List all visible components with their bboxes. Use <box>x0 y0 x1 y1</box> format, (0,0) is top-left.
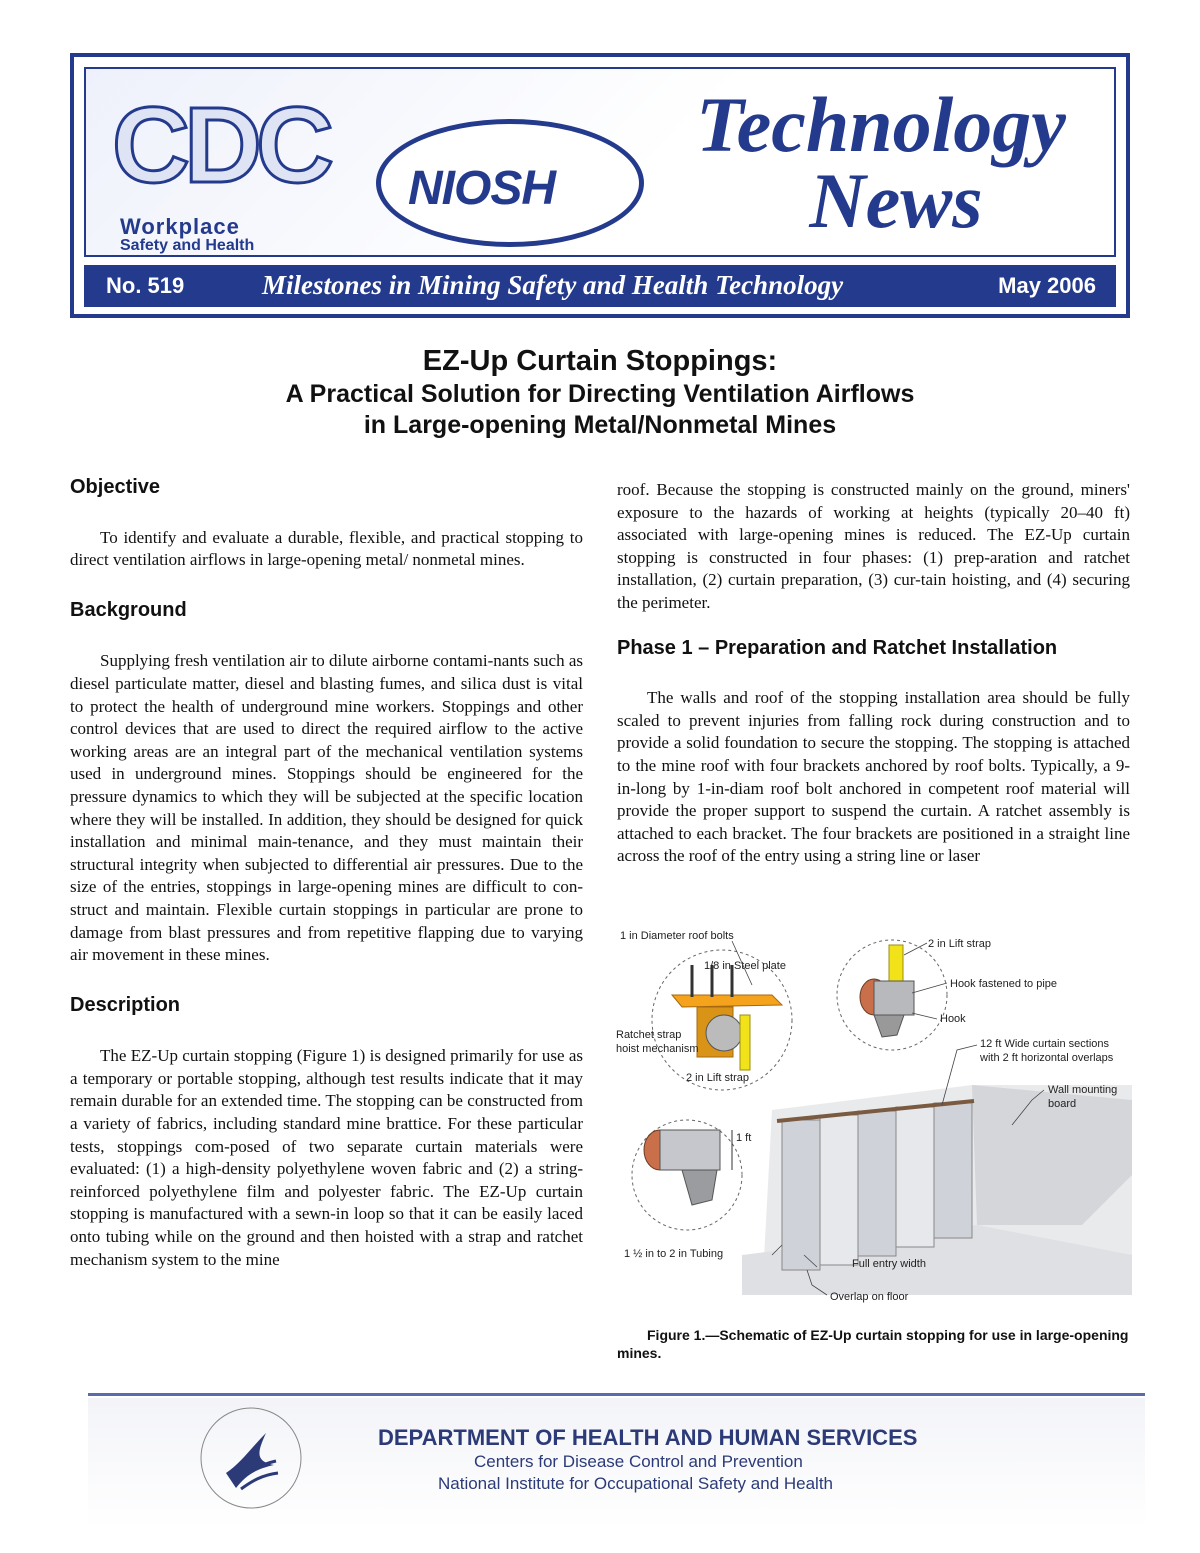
niosh-logo: NIOSH <box>408 162 556 215</box>
article-subtitle-line1: A Practical Solution for Directing Ventilation Airflows <box>285 380 915 408</box>
workplace-line1: Workplace <box>120 214 240 239</box>
description-continued-paragraph: roof. Because the stopping is constructed mainly on the ground, miners' exposure to the hazards of working at heights (typically 20–40 ft) associated with large-opening mines is reduced. The EZ-Up curtain stopping is constructed in four phases: (1) prep-aration and ratchet installation, (2) curtain preparation, (3) cur-tain hoisting, and (4) securing the perimeter. <box>617 480 1130 612</box>
cdc-name: Centers for Disease Control and Prevention <box>474 1452 803 1471</box>
description-paragraph: The EZ-Up curtain stopping (Figure 1) is designed primarily for use as a temporary or portable stopping, although test results indicate that it may remain durable for an extended time. The stopping can be constructed from a variety of fabrics, including standard mine brattice. For these particular tests, stoppings com-posed of two separate curtain materials were evaluated: (1) a high-density polyethylene woven fabric and (2) a string-reinforced polyethylene film and polyester fabric. The EZ-Up curtain stopping is manufactured with a sewn-in loop so that it can be easily laced onto tubing while on the ground and then hoisted with a strap and ratchet mechanism system to the mine <box>70 1046 583 1269</box>
issue-banner <box>84 265 1116 307</box>
issue-date: May 2006 <box>998 273 1096 298</box>
tagline: Milestones in Mining Safety and Health Technology <box>262 270 844 300</box>
figure-1-schematic <box>612 925 1132 1310</box>
label-curtain-line2: with 2 ft horizontal overlaps <box>980 1052 1114 1064</box>
label-lift-strap-right: 2 in Lift strap <box>928 938 991 950</box>
lift-strap-left <box>740 1015 750 1070</box>
label-one-ft: 1 ft <box>736 1132 752 1144</box>
article-title: EZ-Up Curtain Stoppings: <box>422 345 778 377</box>
right-column <box>617 479 1130 868</box>
steel-plate-bracket <box>672 995 782 1007</box>
label-ratchet-line1: Ratchet strap <box>616 1029 682 1041</box>
label-steel-plate: 1/8 in Steel plate <box>704 960 786 972</box>
label-overlap-floor: Overlap on floor <box>830 1291 909 1303</box>
label-curtain-line1: 12 ft Wide curtain sections <box>980 1038 1110 1050</box>
label-hook: Hook <box>940 1013 966 1025</box>
footer-divider <box>88 1393 1145 1396</box>
phase1-paragraph: The walls and roof of the stopping installation area should be fully scaled to prevent injuries from falling rock during construction and to provide a solid foundation to secure the stopping. The stopping is attached to the mine roof with four brackets anchored by roof bolts. Typically, a 9-in-long by 1-in-diam roof bolt anchored in competent roof material will provide the proper support to suspend the curtain. A ratchet assembly is attached to each bracket. The four brackets are positioned in a straight line across the roof of the entry using a string line or laser <box>617 688 1130 866</box>
ratchet-wheel <box>706 1015 742 1051</box>
hhs-eagle-seal-icon <box>196 1403 306 1513</box>
article-subtitle-line2: in Large-opening Metal/Nonmetal Mines <box>363 411 837 439</box>
label-roof-bolts: 1 in Diameter roof bolts <box>620 930 734 942</box>
label-wall-line2: board <box>1048 1098 1077 1110</box>
figure-caption: Figure 1.—Schematic of EZ-Up curtain stopping for use in large-opening mines. <box>617 1327 1129 1361</box>
phase1-heading: Phase 1 – Preparation and Ratchet Installation <box>617 636 1058 659</box>
publication-title-line2: News <box>809 157 983 245</box>
label-wall-line1: Wall mounting <box>1048 1084 1118 1096</box>
background-heading: Background <box>70 598 187 621</box>
curtain-stopping-diagram <box>612 925 1132 1310</box>
masthead <box>70 53 1130 318</box>
objective-paragraph: To identify and evaluate a durable, flexible, and practical stopping to direct ventilation airflows in large-opening metal/ nonmetal mines. <box>70 527 583 570</box>
publication-title-line1: Technology <box>696 81 1066 168</box>
description-heading: Description <box>70 993 181 1016</box>
publication-title <box>661 81 1101 245</box>
label-hook-fastened: Hook fastened to pipe <box>950 978 1058 990</box>
article-title-block <box>100 343 1100 441</box>
label-lift-strap-left: 2 in Lift strap <box>686 1072 749 1084</box>
label-ratchet-line2: hoist mechanism <box>616 1043 699 1055</box>
workplace-safety-text <box>120 215 254 255</box>
masthead-logo-panel <box>84 67 1116 257</box>
objective-heading: Objective <box>70 476 161 498</box>
cdc-logo: CDC <box>112 84 328 205</box>
background-paragraph: Supplying fresh ventilation air to dilute airborne contami-nants such as diesel particulate matter, diesel and blasting fumes, and silica dust is vital to protect the health of underground mine workers. Stoppings and other control devices that are used to direct the required airflow to the active working areas are an integral part of the mechanical ventilation systems used in underground mines. Stoppings should be engineered for the pressure dynamics to which they will be subjected at the specific location where they will be installed. In addition, they should be designed for quick installation and minimal main-tenance, and they must maintain their structural integrity when subjected to differential air pressures. Due to the size of the entries, stoppings in large-opening mines are difficult to con-struct and maintain. Flexible curtain stoppings in particular are prone to damage from blast pressures and from repetitive flapping due to varying air movement in these mines. <box>70 651 583 965</box>
department-name: DEPARTMENT OF HEALTH AND HUMAN SERVICES <box>378 1425 918 1450</box>
issue-number: No. 519 <box>106 273 185 298</box>
niosh-name: National Institute for Occupational Safety and Health <box>438 1474 834 1493</box>
label-tubing: 1 ½ in to 2 in Tubing <box>624 1248 724 1260</box>
workplace-line2: Safety and Health <box>120 237 255 255</box>
left-column <box>70 476 583 1271</box>
label-entry-width: Full entry width <box>852 1258 926 1270</box>
